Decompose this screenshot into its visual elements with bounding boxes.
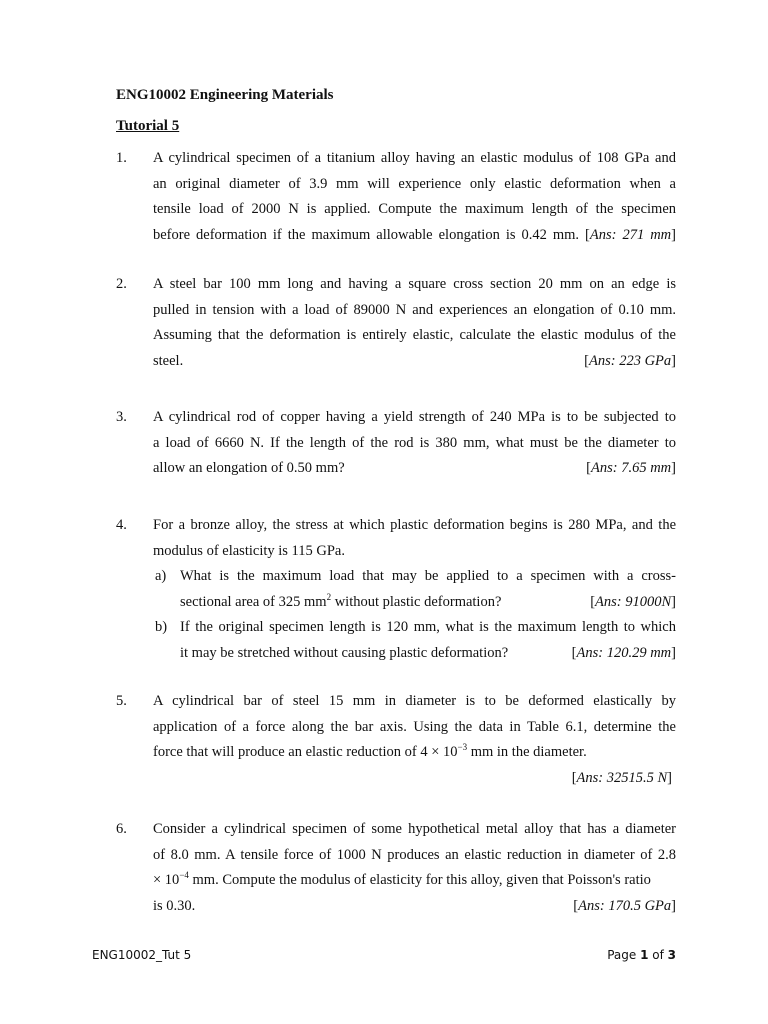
question-line: is 0.30. [Ans: 170.5 GPa] <box>153 894 676 920</box>
tutorial-title: Tutorial 5 <box>116 118 180 134</box>
question-line: steel. [Ans: 223 GPa] <box>153 349 676 375</box>
question-number: 6. <box>116 821 127 837</box>
question-line: pulled in tension with a load of 89000 N and experiences an elongation of 0.10 mm. <box>153 301 676 318</box>
footer-page-number: Page 1 of 3 <box>607 948 676 962</box>
answer: [Ans: 170.5 GPa] <box>573 897 676 914</box>
question-1 <box>116 146 676 248</box>
question-line: a load of 6660 N. If the length of the rod is 380 mm, what must be the diameter to <box>153 434 676 451</box>
course-title: ENG10002 Engineering Materials <box>116 87 334 103</box>
part-label: a) <box>155 568 167 584</box>
question-line: force that will produce an elastic reduction of $4 \times 10^{-3}$ mm in the diameter. <box>153 742 587 760</box>
question-number: 4. <box>116 517 127 533</box>
question-line: sectional area of 325 $mm^2$ without plastic deformation? [Ans: 91000N] <box>180 590 676 616</box>
question-line: A cylindrical rod of copper having a yield strength of 240 MPa is to be subjected to <box>153 409 676 425</box>
question-line: before deformation if the maximum allowable elongation is 0.42 mm. [Ans: 271 mm] <box>153 226 676 243</box>
question-line: A cylindrical specimen of a titanium alloy having an elastic modulus of 108 GPa and <box>153 150 676 166</box>
question-line: an original diameter of 3.9 mm will experience only elastic deformation when a <box>153 175 676 192</box>
question-part-b <box>153 615 676 666</box>
question-number: 2. <box>116 276 127 292</box>
question-line: A steel bar 100 mm long and having a square cross section 20 mm on an edge is <box>153 276 676 292</box>
answer: [Ans: 32515.5 N] <box>571 769 672 786</box>
question-line: Consider a cylindrical specimen of some hypothetical metal alloy that has a diameter <box>153 821 676 837</box>
question-line: tensile load of 2000 N is applied. Compute the maximum length of the specimen <box>153 201 676 217</box>
question-line: For a bronze alloy, the stress at which plastic deformation begins is 280 MPa, and the <box>153 517 676 533</box>
question-6 <box>116 817 676 919</box>
question-line: If the original specimen length is 120 mm, what is the maximum length to which <box>180 619 676 635</box>
part-label: b) <box>155 619 168 635</box>
question-line: What is the maximum load that may be applied to a specimen with a cross- <box>180 568 676 584</box>
question-4 <box>116 513 676 666</box>
question-line: of 8.0 mm. A tensile force of 1000 N produces an elastic reduction in diameter of 2.8 <box>153 846 676 863</box>
question-part-a <box>153 564 676 615</box>
question-line: Assuming that the deformation is entirely elastic, calculate the elastic modulus of the <box>153 327 676 343</box>
question-3 <box>116 405 676 482</box>
question-line: allow an elongation of 0.50 mm? [Ans: 7.65 mm] <box>153 456 676 482</box>
question-line: × $10^{-4}$ mm. Compute the modulus of elasticity for this alloy, given that Poisson's ratio <box>153 870 651 888</box>
question-2 <box>116 272 676 374</box>
answer: [Ans: 120.29 mm] <box>571 644 676 661</box>
question-line: it may be stretched without causing plastic deformation? [Ans: 120.29 mm] <box>180 641 676 667</box>
question-line: A cylindrical bar of steel 15 mm in diameter is to be deformed elastically by <box>153 693 676 709</box>
question-number: 1. <box>116 150 127 166</box>
answer: [Ans: 91000N] <box>590 593 676 610</box>
footer-course-code: ENG10002_Tut 5 <box>92 948 192 962</box>
answer: [Ans: 7.65 mm] <box>586 460 676 476</box>
question-line: application of a force along the bar axis. Using the data in Table 6.1, determine the <box>153 718 676 735</box>
answer: [Ans: 223 GPa] <box>584 352 676 369</box>
question-line: modulus of elasticity is 115 GPa. <box>153 542 345 559</box>
answer: Ans: 271 mm <box>589 226 672 243</box>
question-number: 5. <box>116 693 127 709</box>
question-number: 3. <box>116 409 127 425</box>
question-5 <box>116 689 676 791</box>
